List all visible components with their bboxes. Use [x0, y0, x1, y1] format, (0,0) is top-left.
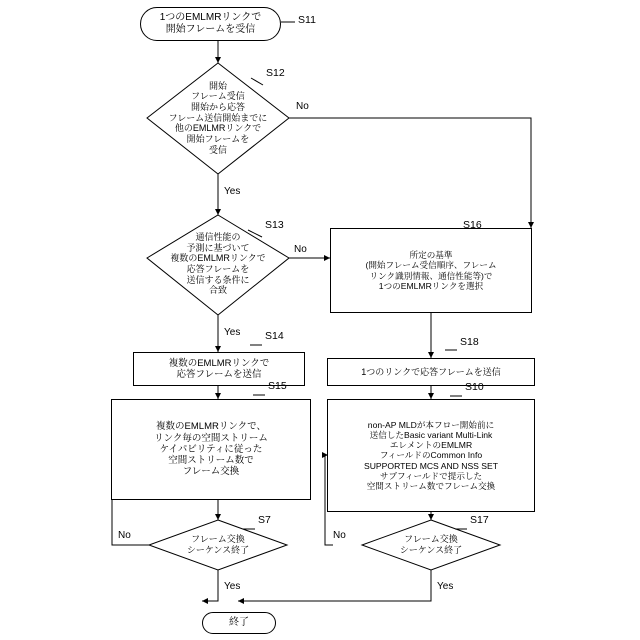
node-decision-s13 [152, 218, 284, 310]
step-label-s12: S12 [266, 67, 285, 79]
node-decision-s17 [373, 527, 489, 563]
step-label-s16: S16 [463, 219, 482, 231]
node-process-s16 [330, 228, 532, 313]
step-label-s15: S15 [268, 380, 287, 392]
step-label-s13: S13 [265, 219, 284, 231]
node-process-s16-label: 所定の基準 (開始フレーム受信順序、フレーム リンク識別情報、通信性能等)で 1つのEMLMRリンクを選択 [365, 250, 497, 291]
step-label-s7: S7 [258, 514, 271, 526]
edge-label-s7-no: No [118, 530, 131, 541]
edge-label-s12-yes: Yes [224, 186, 241, 197]
node-end-label: 終了 [229, 617, 249, 629]
edge-label-s13-no: No [294, 244, 307, 255]
node-start-terminator [140, 7, 281, 41]
node-decision-s13-label: 通信性能の 予測に基づいて 複数のEMLMRリンクで 応答フレームを 送信する条件に 合致 [170, 232, 266, 296]
step-label-s10: S10 [465, 381, 484, 393]
node-process-s10 [327, 399, 535, 512]
edge-label-s12-no: No [296, 101, 309, 112]
step-label-s17: S17 [470, 514, 489, 526]
edge-label-s13-yes: Yes [224, 327, 241, 338]
edge-label-s7-yes: Yes [224, 581, 241, 592]
node-decision-s7 [160, 527, 276, 563]
node-process-s18 [327, 358, 535, 386]
node-process-s14-label: 複数のEMLMRリンクで 応答フレームを送信 [168, 357, 270, 380]
node-decision-s12-label: 開始 フレーム受信 開始から応答 フレーム送信開始までに 他のEMLMRリンクで 開始フレームを 受信 [168, 80, 268, 155]
edge-label-s17-yes: Yes [437, 581, 454, 592]
node-process-s10-label: non-AP MLDが本フロー開始前に 送信したBasic variant Multi-Link エレメントのEMLMR フィールドのCommon Info SUPPORTED MCS AND NSS SET サブフィールドで提示した 空間ストリーム数でフレーム交換 [363, 420, 499, 491]
step-label-s11: S11 [298, 14, 316, 26]
node-decision-s12 [150, 68, 286, 168]
step-label-s14: S14 [265, 330, 284, 342]
node-process-s18-label: 1つのリンクで応答フレームを送信 [361, 366, 501, 377]
node-start-label: 1つのEMLMRリンクで 開始フレームを受信 [159, 12, 262, 35]
step-label-s18: S18 [460, 336, 479, 348]
node-process-s15 [111, 399, 311, 500]
node-process-s15-label: 複数のEMLMRリンクで、 リンク毎の空間ストリーム ケイパビリティに従った 空間ストリーム数で フレーム交換 [154, 421, 268, 478]
node-end-terminator [202, 612, 276, 634]
node-decision-s7-label: フレーム交換 シーケンス終了 [186, 534, 250, 555]
node-decision-s17-label: フレーム交換 シーケンス終了 [399, 534, 463, 555]
edge-label-s17-no: No [333, 530, 346, 541]
